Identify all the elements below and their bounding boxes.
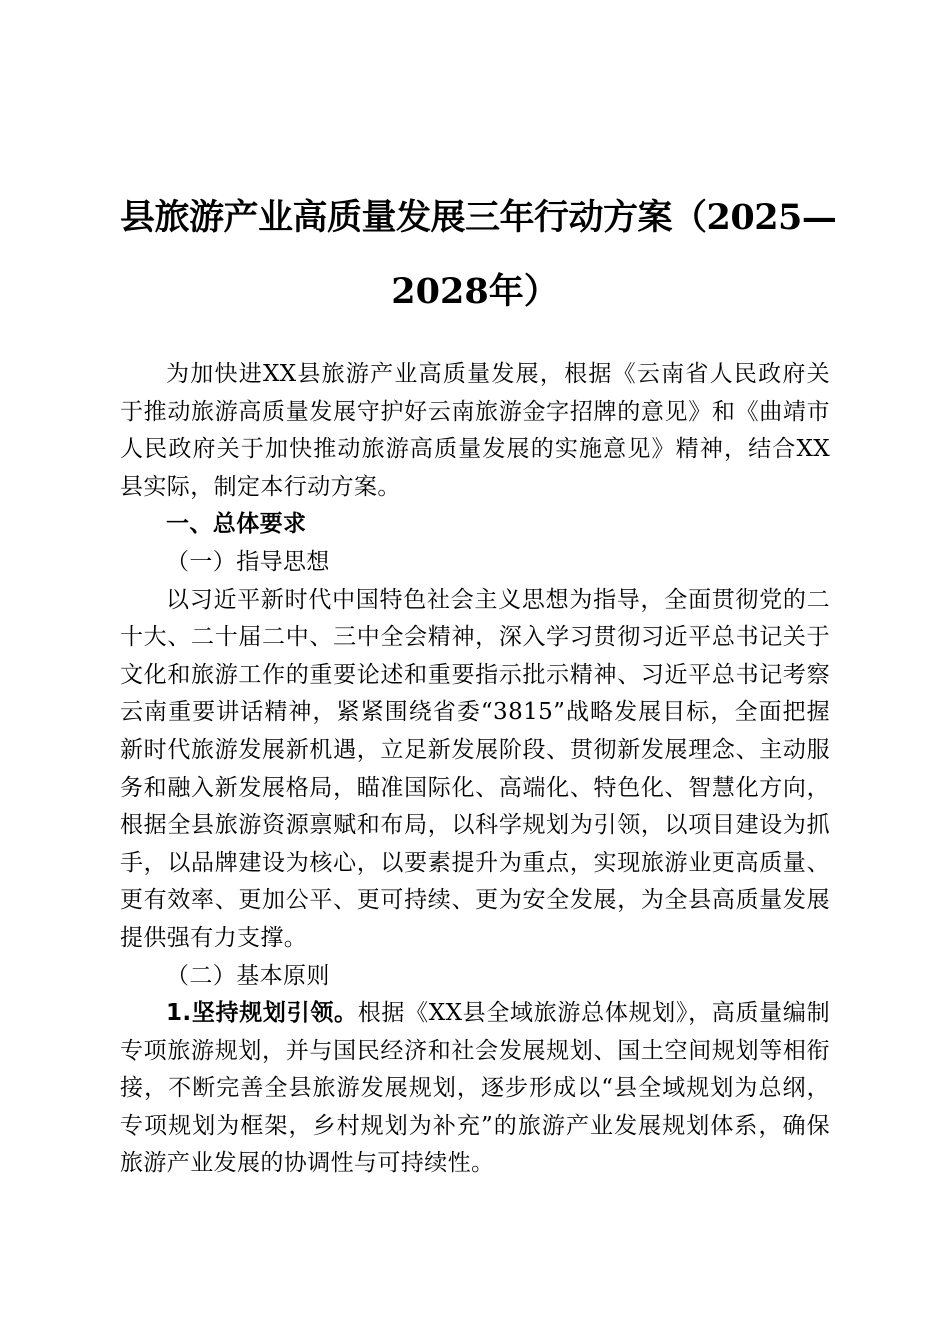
document-body (120, 356, 830, 1183)
subsection-heading: （一）指导思想 (166, 548, 330, 575)
document-title-line-2: 2028年） (391, 271, 559, 312)
section-heading: 一、总体要求 (166, 511, 307, 538)
principle-paragraph (120, 995, 830, 1183)
intro-paragraph: 为加快进XX县旅游产业高质量发展，根据《云南省人民政府关于推动旅游高质量发展守护好云南旅游金字招牌的意见》和《曲靖市人民政府关于加快推动旅游高质量发展的实施意见》精神，结合XX县实际，制定本行动方案。 (120, 361, 830, 500)
principle-body: 根据《XX县全域旅游总体规划》，高质量编制专项旅游规划，并与国民经济和社会发展规划、国土空间规划等相衔接，不断完善全县旅游发展规划，逐步形成以“县全域规划为总纲，专项规划为框架，乡村规划为补充”的旅游产业发展规划体系，确保旅游产业发展的协调性与可持续性。 (120, 1000, 830, 1177)
principle-lead: 1.坚持规划引领。 (166, 1000, 358, 1027)
subsection-heading: （二）基本原则 (166, 962, 330, 989)
guiding-thought-paragraph: 以习近平新时代中国特色社会主义思想为指导，全面贯彻党的二十大、二十届二中、三中全会精神，深入学习贯彻习近平总书记关于文化和旅游工作的重要论述和重要指示批示精神、习近平总书记考察云南重要讲话精神，紧紧围绕省委“3815”战略发展目标，全面把握新时代旅游发展新机遇，立足新发展阶段、贯彻新发展理念、主动服务和融入新发展格局，瞄准国际化、高端化、特色化、智慧化方向，根据全县旅游资源禀赋和布局，以科学规划为引领，以项目建设为抓手，以品牌建设为核心，以要素提升为重点，实现旅游业更高质量、更有效率、更加公平、更可持续、更为安全发展，为全县高质量发展提供强有力支撑。 (120, 586, 830, 951)
document-title-line-1: 县旅游产业高质量发展三年行动方案（2025— (120, 197, 837, 238)
